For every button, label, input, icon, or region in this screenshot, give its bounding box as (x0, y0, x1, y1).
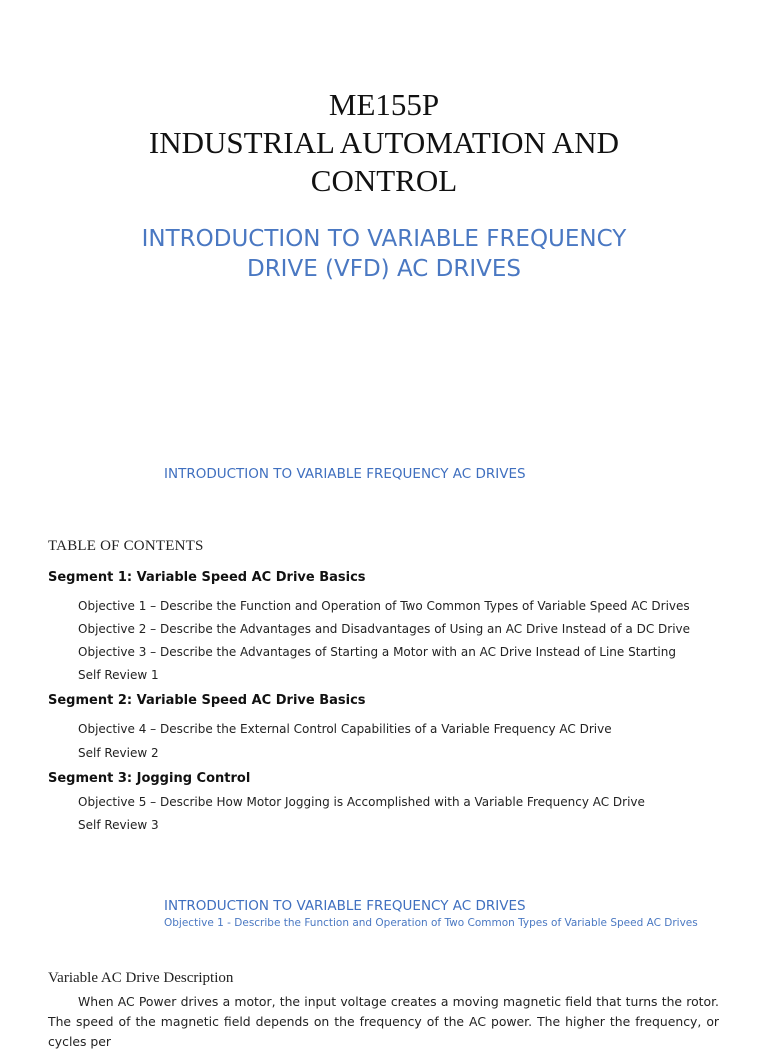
description-title: Variable AC Drive Description (48, 970, 234, 986)
toc-title: TABLE OF CONTENTS (48, 538, 204, 554)
document-title-line1: INTRODUCTION TO VARIABLE FREQUENCY (141, 226, 627, 252)
section-heading-2: INTRODUCTION TO VARIABLE FREQUENCY AC DRIVES (164, 898, 526, 914)
toc-item-objective-5: Objective 5 – Describe How Motor Jogging is Accomplished with a Variable Frequency AC Drive (78, 795, 645, 809)
toc-segment-1: Segment 1: Variable Speed AC Drive Basics (48, 570, 366, 585)
toc-item-self-review-2: Self Review 2 (78, 746, 159, 760)
objective-1-subheading: Objective 1 - Describe the Function and Operation of Two Common Types of Variable Speed AC Drives (164, 917, 698, 929)
toc-item-self-review-3: Self Review 3 (78, 818, 159, 832)
course-code: ME155P (328, 87, 440, 122)
toc-item-objective-2: Objective 2 – Describe the Advantages and Disadvantages of Using an AC Drive Instead of a DC Drive (78, 622, 691, 636)
toc-item-self-review-1: Self Review 1 (78, 668, 159, 682)
toc-segment-3: Segment 3: Jogging Control (48, 771, 251, 786)
description-paragraph: When AC Power drives a motor, the input voltage creates a moving magnetic field that turns the rotor. The speed of the magnetic field depends on the frequency of the AC power. The higher the frequency, or cycles per (48, 994, 719, 1049)
toc-item-objective-3: Objective 3 – Describe the Advantages of Starting a Motor with an AC Drive Instead of Line Starting (78, 645, 676, 659)
course-name-line2: CONTROL (310, 163, 458, 198)
document-title-line2: DRIVE (VFD) AC DRIVES (246, 256, 522, 282)
course-name-line1: INDUSTRIAL AUTOMATION AND (148, 125, 620, 160)
toc-segment-2: Segment 2: Variable Speed AC Drive Basics (48, 693, 366, 708)
toc-item-objective-4: Objective 4 – Describe the External Control Capabilities of a Variable Frequency AC Drive (78, 722, 612, 736)
section-heading: INTRODUCTION TO VARIABLE FREQUENCY AC DRIVES (164, 466, 526, 482)
toc-item-objective-1: Objective 1 – Describe the Function and Operation of Two Common Types of Variable Speed AC Drives (78, 599, 690, 613)
